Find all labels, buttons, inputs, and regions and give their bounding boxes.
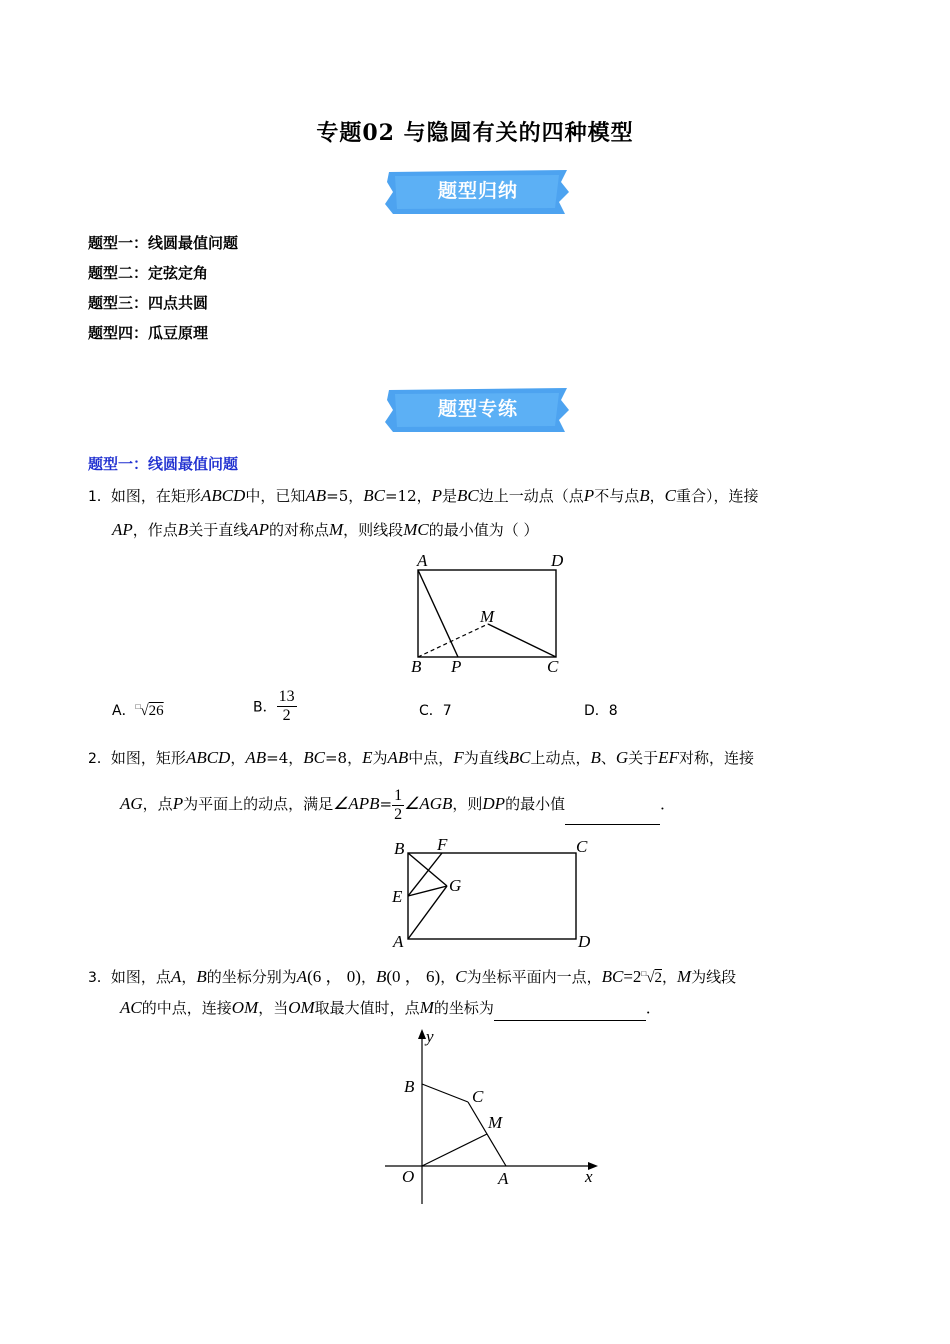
q3-text: 的中点，连接 xyxy=(141,999,232,1017)
q1-text: =12， xyxy=(384,487,432,505)
q1-text: 是 xyxy=(442,487,458,505)
q3-text: 的坐标分别为 xyxy=(206,968,297,986)
q3-text: ，当 xyxy=(258,999,289,1017)
q2-text: ，则 xyxy=(452,795,483,813)
q1-option-b[interactable] xyxy=(253,688,297,725)
q1-text: 重合），连接 xyxy=(675,487,759,505)
math-bc: BC xyxy=(457,486,479,505)
math-f: F xyxy=(453,748,464,767)
segment-bc xyxy=(422,1084,468,1102)
q2-text: 为平面上的动点，满足 xyxy=(183,795,334,813)
math-a-coordinates: (6 ， 0) xyxy=(307,967,361,986)
math-a: A xyxy=(170,967,182,986)
q2-number: 2． xyxy=(88,751,111,767)
q3-number: 3． xyxy=(88,970,111,986)
fraction-numerator: 1 xyxy=(394,786,403,804)
banner-type-summary-text: 题型归纳 xyxy=(437,180,518,202)
q3-text: ， xyxy=(360,968,376,986)
banner-type-practice xyxy=(383,386,573,434)
label-g: G xyxy=(449,876,462,895)
q2-text: 的最小值 xyxy=(505,795,566,813)
q3-text: 为线段 xyxy=(691,968,737,986)
label-a: A xyxy=(393,932,404,951)
option-b-numerator: 13 xyxy=(278,688,295,705)
math-ab: AB xyxy=(305,486,327,505)
label-b: B xyxy=(411,657,422,676)
q1-number: 1． xyxy=(88,489,111,505)
math-ef: EF xyxy=(658,748,679,767)
math-abcd: ABCD xyxy=(185,748,231,767)
q2-text: ， xyxy=(230,749,246,767)
math-c: C xyxy=(455,967,467,986)
q2-line2 xyxy=(120,784,675,825)
label-y: y xyxy=(426,1027,434,1046)
q3-text: 为坐标平面内一点， xyxy=(466,968,602,986)
math-om: OM xyxy=(288,998,315,1017)
math-bc: BC xyxy=(601,967,624,986)
math-bc: BC xyxy=(363,486,385,505)
option-a-value: 26 xyxy=(148,703,164,719)
math-c: C xyxy=(664,486,676,505)
label-e: E xyxy=(392,887,403,906)
label-o: O xyxy=(402,1167,415,1186)
math-sqrt-value: 2 xyxy=(654,970,662,986)
segment-ap xyxy=(418,570,458,657)
type-item-4: 题型四：瓜豆原理 xyxy=(88,324,209,342)
banner-type-summary xyxy=(383,168,573,216)
math-ap: AP xyxy=(248,520,269,539)
page-title: 专题02 与隐圆有关的四种模型 xyxy=(316,120,634,146)
q2-text: 关于 xyxy=(628,749,659,767)
type-item-3: 题型三：四点共圆 xyxy=(88,294,209,312)
math-angle-agb: ∠AGB xyxy=(404,794,453,813)
label-c: C xyxy=(576,837,588,856)
q1-text: 的对称点 xyxy=(268,521,329,539)
q2-text: 中点， xyxy=(408,749,454,767)
q2-text: 对称，连接 xyxy=(678,749,754,767)
math-m: M xyxy=(329,520,344,539)
option-b-denominator: 2 xyxy=(282,707,291,724)
label-b: B xyxy=(404,1077,415,1096)
math-ac: AC xyxy=(120,998,142,1017)
math-ag: AG xyxy=(120,794,143,813)
banner-type-practice-text: 题型专练 xyxy=(437,398,518,420)
q1-option-c[interactable]: C．7 xyxy=(419,703,452,719)
q1-line2 xyxy=(112,518,538,542)
math-p: P xyxy=(172,794,184,813)
option-b-label: B． xyxy=(253,699,277,716)
q1-figure xyxy=(400,548,580,678)
math-dp: DP xyxy=(482,794,506,813)
math-angle-apb: ∠APB xyxy=(333,794,380,813)
label-d: D xyxy=(551,551,564,570)
math-m: M xyxy=(677,967,692,986)
q1-text: ，作点 xyxy=(132,521,178,539)
label-m: M xyxy=(488,1113,503,1132)
fraction-denominator: 2 xyxy=(394,805,403,823)
q1-text: 如图，在矩形 xyxy=(110,487,201,505)
y-axis-arrow-icon xyxy=(418,1029,426,1039)
q3-text: =2 xyxy=(623,967,642,986)
q2-text: 为 xyxy=(372,749,388,767)
label-a: A xyxy=(417,551,428,570)
math-b: B xyxy=(375,967,387,986)
q1-text: ， xyxy=(649,487,665,505)
label-f: F xyxy=(437,835,448,854)
q2-text: 为直线 xyxy=(463,749,509,767)
rectangle-abcd xyxy=(408,853,576,939)
q2-answer-blank[interactable] xyxy=(565,784,660,825)
option-a-label: A． xyxy=(112,703,136,719)
q1-text: 关于直线 xyxy=(188,521,249,539)
q1-text: 不与点 xyxy=(594,487,640,505)
q1-text: 边上一动点（点 xyxy=(478,487,584,505)
label-a: A xyxy=(498,1169,509,1188)
q3-text: 取最大值时，点 xyxy=(314,999,420,1017)
math-e: E xyxy=(362,748,373,767)
label-m: M xyxy=(480,607,495,626)
section-heading: 题型一：线圆最值问题 xyxy=(88,455,239,473)
q2-text: =4， xyxy=(266,749,304,767)
q1-text: =5， xyxy=(326,487,364,505)
q3-text: ， xyxy=(181,968,197,986)
q2-text: 、 xyxy=(600,749,616,767)
segment-bg xyxy=(408,853,447,886)
label-b: B xyxy=(394,839,405,858)
math-p: P xyxy=(431,486,443,505)
segment-mc xyxy=(488,624,556,657)
q1-option-d[interactable]: D．8 xyxy=(584,703,618,719)
segment-ef xyxy=(408,853,442,896)
math-om: OM xyxy=(231,998,259,1017)
math-g: G xyxy=(615,748,629,767)
segment-bm-dashed xyxy=(418,624,488,657)
q3-text: 如图，点 xyxy=(110,968,171,986)
math-ab: AB xyxy=(245,748,267,767)
label-x: x xyxy=(585,1167,593,1186)
math-ap: AP xyxy=(112,520,133,539)
math-mc: MC xyxy=(403,520,429,539)
math-bc: BC xyxy=(303,748,325,767)
q2-text: 上动点， xyxy=(530,749,591,767)
q2-text: =8， xyxy=(324,749,363,767)
q2-figure xyxy=(385,832,595,952)
q3-text: ， xyxy=(440,968,456,986)
q2-line1 xyxy=(88,746,754,771)
q3-figure xyxy=(380,1024,605,1210)
math-b: B xyxy=(590,748,601,767)
math-abcd: ABCD xyxy=(200,486,246,505)
q3-line1: 3．如图，点A，B的坐标分别为A(6 ， 0)，B(0 ， 6)，C为坐标平面内一点，BC=2□√2，M为线段 xyxy=(88,967,737,986)
math-b: B xyxy=(639,486,650,505)
type-item-1: 题型一：线圆最值问题 xyxy=(88,234,239,252)
type-item-2: 题型二：定弦定角 xyxy=(88,264,209,282)
math-m: M xyxy=(419,998,434,1017)
q2-text: 如图，矩形 xyxy=(110,749,186,767)
label-d: D xyxy=(578,932,591,951)
q1-text: 的最小值为（ ） xyxy=(428,521,539,539)
segment-om xyxy=(422,1134,487,1166)
math-b: B xyxy=(196,967,207,986)
q2-text: ，点 xyxy=(142,795,173,813)
q3-line2 xyxy=(120,996,661,1021)
label-p: P xyxy=(451,657,462,676)
q3-text: ． xyxy=(645,999,661,1017)
q1-text: 中，已知 xyxy=(245,487,306,505)
math-p: P xyxy=(583,486,595,505)
q1-text: ，则线段 xyxy=(343,521,404,539)
math-ab: AB xyxy=(387,748,409,767)
label-c: C xyxy=(472,1087,484,1106)
math-a: A xyxy=(296,967,308,986)
q2-text: = xyxy=(379,795,393,813)
label-c: C xyxy=(547,657,559,676)
q3-text: 的坐标为 xyxy=(433,999,494,1017)
q3-text: ， xyxy=(661,968,677,986)
q2-text: ． xyxy=(660,795,676,813)
math-b: B xyxy=(177,520,189,539)
math-b-coordinates: (0 ， 6) xyxy=(386,967,441,986)
q3-answer-blank[interactable] xyxy=(494,996,646,1021)
q1-line1 xyxy=(88,484,758,509)
q1-option-a[interactable]: A．□√26 xyxy=(112,702,164,719)
math-bc: BC xyxy=(508,748,531,767)
